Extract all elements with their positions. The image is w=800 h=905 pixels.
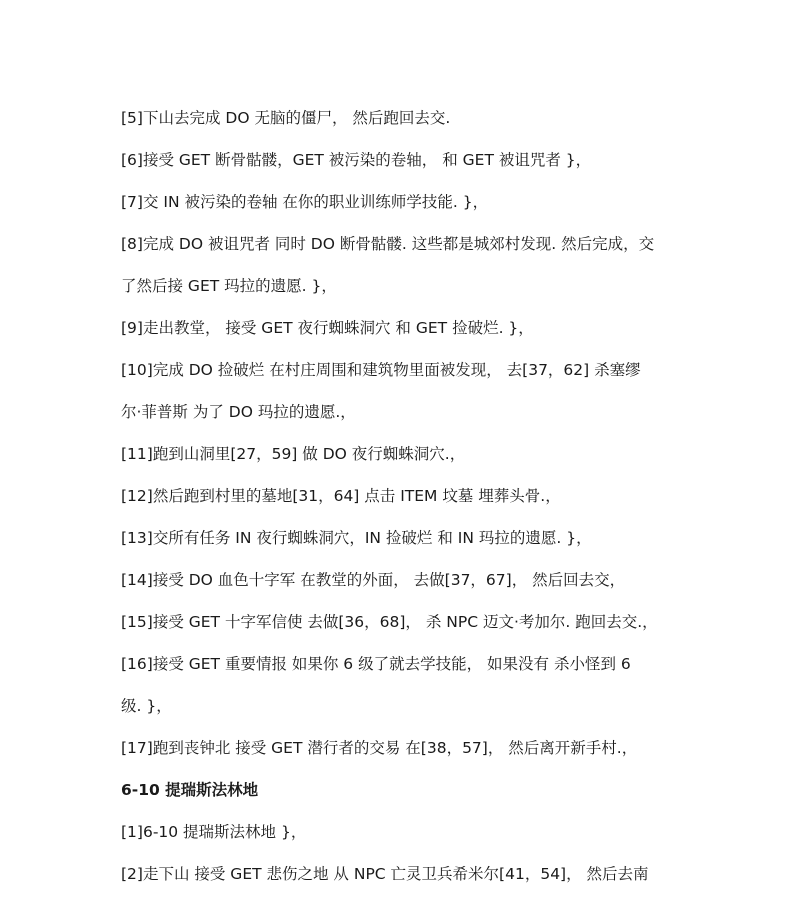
quest-step-5: [5]下山去完成 DO 无脑的僵尸， 然后跑回去交. xyxy=(121,109,451,127)
section-step-2: [2]走下山 接受 GET 悲伤之地 从 NPC 亡灵卫兵希米尔[41，54]， 然后去南 xyxy=(121,865,649,883)
quest-step-11: [11]跑到山洞里[27，59] 做 DO 夜行蜘蛛洞穴.， xyxy=(121,445,466,463)
quest-step-16: [16]接受 GET 重要情报 如果你 6 级了就去学技能， 如果没有 杀小怪到 6 xyxy=(121,655,631,673)
quest-step-8-continued: 了然后接 GET 玛拉的遗愿. }， xyxy=(121,277,337,295)
quest-step-6: [6]接受 GET 断骨骷髅，GET 被污染的卷轴， 和 GET 被诅咒者 }， xyxy=(121,151,592,169)
section-step-1: [1]6-10 提瑞斯法林地 }， xyxy=(121,823,307,841)
document-body xyxy=(121,97,687,895)
quest-step-10: [10]完成 DO 捡破烂 在村庄周围和建筑物里面被发现， 去[37，62] 杀塞缪 xyxy=(121,361,641,379)
section-heading: 6-10 提瑞斯法林地 xyxy=(121,781,259,799)
quest-step-10-continued: 尔·菲普斯 为了 DO 玛拉的遗愿.， xyxy=(121,403,356,421)
quest-step-8: [8]完成 DO 被诅咒者 同时 DO 断骨骷髅. 这些都是城郊村发现. 然后完成，交 xyxy=(121,235,655,253)
quest-step-7: [7]交 IN 被污染的卷轴 在你的职业训练师学技能. }， xyxy=(121,193,489,211)
quest-step-14: [14]接受 DO 血色十字军 在教堂的外面， 去做[37，67]， 然后回去交， xyxy=(121,571,626,589)
quest-step-16-continued: 级. }， xyxy=(121,697,172,715)
quest-step-17: [17]跑到丧钟北 接受 GET 潜行者的交易 在[38，57]， 然后离开新手村.， xyxy=(121,739,638,757)
quest-step-13: [13]交所有任务 IN 夜行蜘蛛洞穴，IN 捡破烂 和 IN 玛拉的遗愿. }， xyxy=(121,529,592,547)
quest-step-9: [9]走出教堂， 接受 GET 夜行蜘蛛洞穴 和 GET 捡破烂. }， xyxy=(121,319,534,337)
quest-step-15: [15]接受 GET 十字军信使 去做[36，68]， 杀 NPC 迈文·考加尔. 跑回去交.， xyxy=(121,613,658,631)
quest-step-12: [12]然后跑到村里的墓地[31，64] 点击 ITEM 坟墓 埋葬头骨.， xyxy=(121,487,561,505)
